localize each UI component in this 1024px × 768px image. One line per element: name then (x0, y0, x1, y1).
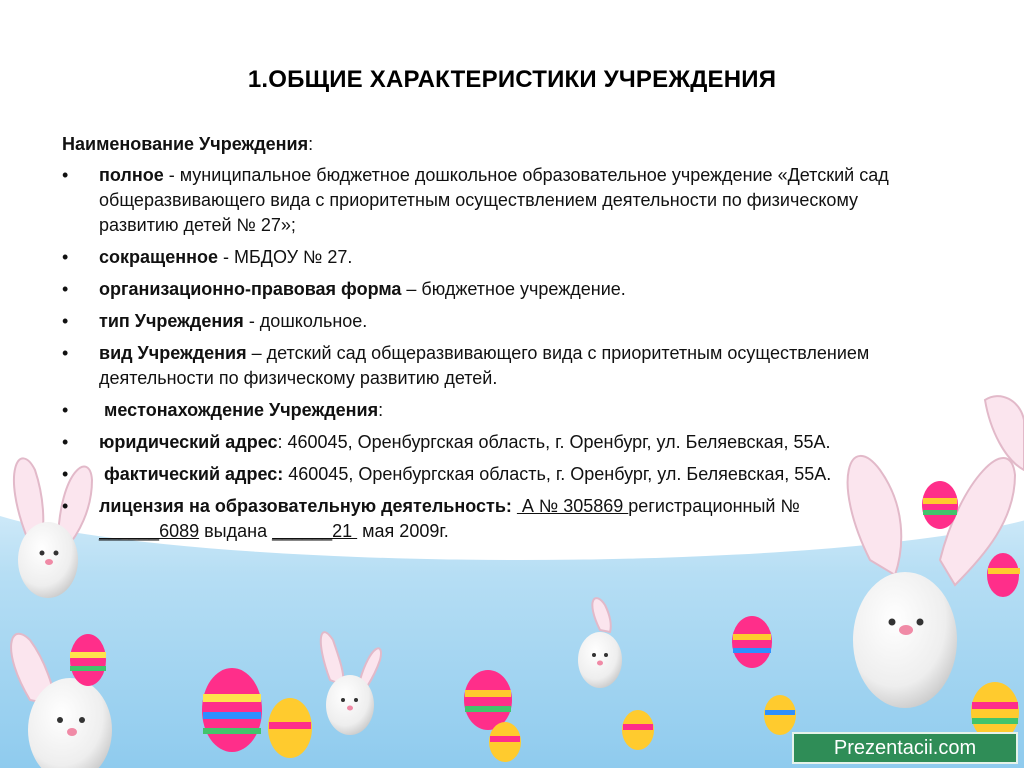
license-item (62, 494, 942, 544)
bullet: • (62, 496, 69, 516)
license-tail: мая 2009г. (357, 521, 449, 541)
bullet: • (62, 311, 69, 331)
easter-egg-icon (268, 698, 312, 758)
easter-egg-icon (987, 553, 1020, 597)
heading-rest: : (308, 134, 314, 154)
item-label: сокращенное (99, 247, 218, 267)
item-label: фактический адрес: (104, 464, 284, 484)
license-reg-number: ______6089 (99, 521, 200, 541)
item-label: полное (99, 165, 164, 185)
list-item (62, 341, 942, 391)
easter-egg-icon (70, 634, 106, 686)
heading-bold: Наименование Учреждения (62, 134, 309, 154)
bullet: • (62, 464, 69, 484)
item-label: вид Учреждения (99, 343, 247, 363)
list-item (62, 462, 942, 487)
easter-egg-icon (764, 695, 796, 735)
bullet: • (62, 343, 69, 363)
bullet: • (62, 400, 69, 420)
easter-egg-icon (732, 616, 772, 668)
list-item (62, 245, 942, 270)
bunny-icon (578, 598, 622, 688)
content-body (62, 132, 942, 551)
slide-title: 1.ОБЩИЕ ХАРАКТЕРИСТИКИ УЧРЕЖДЕНИЯ (247, 66, 777, 93)
item-text: - дошкольное. (243, 311, 368, 331)
list-item (62, 430, 942, 455)
license-number: А № 305869 (516, 496, 629, 516)
item-text: – детский сад общеразвивающего вида с приоритетным осуществлением деятельности по физическому развитию детей. (99, 343, 870, 388)
watermark-badge[interactable]: Prezentacii.com (792, 732, 1018, 764)
item-label: юридический адрес (99, 432, 278, 452)
easter-egg-icon (622, 710, 654, 750)
easter-egg-icon (464, 670, 512, 730)
list-item (62, 277, 942, 302)
item-text: - муниципальное бюджетное дошкольное образовательное учреждение «Детский сад общеразвивающего вида с приоритетным осуществлением деятельности по физическому развитию детей № 27»; (99, 165, 889, 235)
item-text: : (378, 400, 384, 420)
license-reg-text: регистрационный № (628, 496, 800, 516)
item-label: местонахождение Учреждения (104, 400, 379, 420)
list-item (62, 398, 942, 423)
license-label: лицензия на образовательную деятельность: (99, 496, 512, 516)
item-text: - МБДОУ № 27. (217, 247, 353, 267)
license-day: ______21 (272, 521, 358, 541)
item-text: : 460045, Оренбургская область, г. Оренбург, ул. Беляевская, 55А. (277, 432, 831, 452)
easter-egg-icon (202, 668, 262, 752)
easter-egg-icon (489, 722, 521, 762)
characteristics-list (62, 163, 942, 544)
bullet: • (62, 165, 69, 185)
bullet: • (62, 279, 69, 299)
list-item (62, 309, 942, 334)
bunny-icon (321, 632, 381, 735)
item-text: 460045, Оренбургская область, г. Оренбург, ул. Беляевская, 55А. (283, 464, 832, 484)
item-text: – бюджетное учреждение. (401, 279, 626, 299)
list-item (62, 163, 942, 238)
license-issued: выдана (199, 521, 273, 541)
bullet: • (62, 247, 69, 267)
item-label: организационно-правовая форма (99, 279, 402, 299)
item-label: тип Учреждения (99, 311, 244, 331)
bullet: • (62, 432, 69, 452)
section-heading (62, 132, 942, 157)
